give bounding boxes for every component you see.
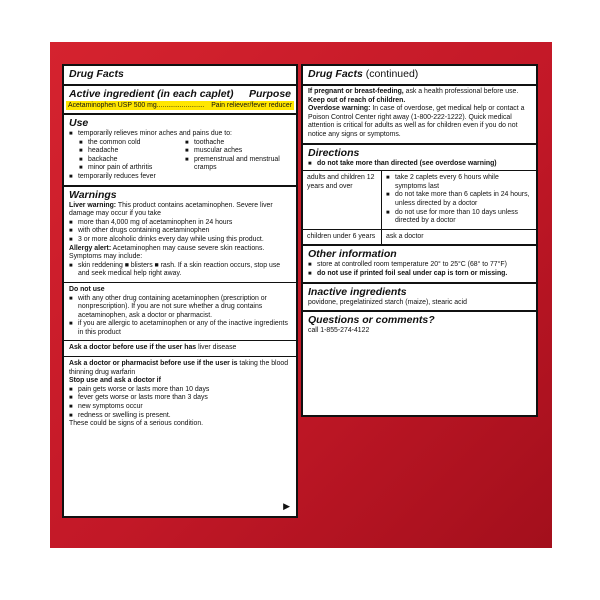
adult-item: ■ do not use for more than 10 days unless directed by a doctor — [386, 209, 532, 226]
other-item: ■ store at controlled room temperature 20° to 25°C (68° to 77°F) — [308, 261, 531, 270]
keep-out-of-reach: Keep out of reach of children. — [308, 96, 406, 104]
pregnancy-section — [303, 86, 536, 145]
do-not-use-title: Do not use — [69, 285, 105, 293]
drug-facts-panel-right — [301, 64, 538, 417]
directions-title: Directions — [308, 146, 360, 159]
ask-pharmacist-label: Ask a doctor or pharmacist before use if the user is — [69, 360, 238, 368]
use-intro: ■ temporarily relieves minor aches and pains due to: — [69, 130, 291, 139]
use-item: ■ minor pain of arthritis — [79, 164, 185, 173]
inactive-title: Inactive ingredients — [308, 285, 407, 298]
directions-section — [303, 145, 536, 247]
directions-table — [303, 170, 536, 244]
use-item-fever: ■ temporarily reduces fever — [69, 173, 291, 182]
pregnancy-text: ask a health professional before use. — [405, 88, 519, 95]
continue-arrow-icon: ▶ — [283, 501, 290, 511]
liver-item: ■ more than 4,000 mg of acetaminophen in 24 hours — [69, 219, 291, 228]
active-ingredient-heading: Active ingredient (in each caplet) — [69, 88, 234, 100]
do-not-use-item: ■ if you are allergic to acetaminophen or any of the inactive ingredients in this product — [69, 320, 291, 337]
stop-use-item: ■ redness or swelling is present. — [69, 412, 291, 421]
table-row — [303, 171, 536, 230]
active-ingredient-section — [64, 86, 296, 115]
questions-section — [303, 312, 536, 339]
overdose-text: In case of overdose, get medical help or contact a Poison Control Center right away (1-800-222-1222). Quick medical attention is critical for adults as well as for children even if you do not notice any signs or symptoms. — [308, 105, 525, 138]
other-information-section — [303, 246, 536, 283]
questions-title: Questions or comments? — [308, 314, 435, 327]
allergy-alert-label: Allergy alert: — [69, 244, 112, 252]
drug-facts-title: Drug Facts — [69, 68, 124, 80]
use-item: ■ headache — [79, 147, 185, 156]
do-not-use-item: ■ with any other drug containing acetaminophen (prescription or nonprescription). If you are not sure whether a drug contains acetaminophen, ask a doctor or pharmacist. — [69, 295, 291, 321]
continued-suffix: (continued) — [365, 68, 419, 80]
directions-lead: ■ do not take more than directed (see overdose warning) — [308, 160, 531, 169]
purpose-heading: Purpose — [248, 88, 291, 100]
other-item: ■ do not use if printed foil seal under cap is torn or missing. — [308, 270, 531, 279]
stop-use-note: These could be signs of a serious condition. — [69, 420, 204, 428]
child-text: ask a doctor — [386, 232, 424, 240]
liver-warning-label: Liver warning: — [69, 201, 117, 209]
pregnancy-label: If pregnant or breast-feeding, — [308, 88, 404, 95]
use-item: ■ muscular aches — [185, 147, 291, 156]
stop-use-item: ■ pain gets worse or lasts more than 10 days — [69, 386, 291, 395]
ingredient-highlight — [66, 101, 294, 110]
use-item: ■ backache — [79, 156, 185, 165]
adult-item: ■ do not take more than 6 caplets in 24 hours, unless directed by a doctor — [386, 191, 532, 208]
allergy-items: ■ skin reddening ■ blisters ■ rash. If a skin reaction occurs, stop use and seek medical help right away. — [69, 262, 291, 279]
adult-item: ■ take 2 caplets every 6 hours while symptoms last — [386, 174, 532, 191]
ask-pharmacist-text: taking the blood thinning drug warfarin — [69, 360, 289, 376]
use-item: ■ the common cold — [79, 139, 185, 148]
continued-title: Drug Facts — [308, 68, 363, 80]
drug-facts-header — [64, 66, 296, 86]
adult-label: adults and children 12 years and over — [303, 171, 382, 229]
use-item: ■ premenstrual and menstrual cramps — [185, 156, 291, 173]
child-label: children under 6 years — [303, 230, 382, 245]
liver-item: ■ 3 or more alcoholic drinks every day while using this product. — [69, 236, 291, 245]
ask-doctor-label: Ask a doctor before use if the user has — [69, 344, 197, 352]
ingredient-purpose: Pain reliever/fever reducer — [211, 102, 292, 109]
inactive-text: povidone, pregelatinized starch (maize), stearic acid — [308, 298, 467, 306]
ask-doctor-text: liver disease — [198, 344, 237, 352]
overdose-label: Overdose warning: — [308, 105, 371, 113]
inactive-ingredients-section — [303, 284, 536, 313]
drug-facts-panel-left — [62, 64, 298, 518]
use-title: Use — [69, 117, 89, 129]
continued-header — [303, 66, 536, 86]
warnings-title: Warnings — [69, 188, 117, 201]
stop-use-title: Stop use and ask a doctor if — [69, 377, 161, 385]
table-row — [303, 230, 536, 245]
questions-phone: call 1-855-274-4122 — [308, 327, 370, 335]
allergy-alert-text: Acetaminophen may cause severe skin reactions. Symptoms may include: — [69, 244, 265, 261]
stop-use-item: ■ fever gets worse or lasts more than 3 days — [69, 394, 291, 403]
stop-use-item: ■ new symptoms occur — [69, 403, 291, 412]
use-section — [64, 115, 296, 187]
warnings-section — [64, 187, 296, 432]
liver-item: ■ with other drugs containing acetaminophen — [69, 227, 291, 236]
other-information-title: Other information — [308, 248, 397, 261]
ingredient-name: Acetaminophen USP 500 mg......................... — [68, 102, 205, 109]
use-item: ■ toothache — [185, 139, 291, 148]
liver-warning-text: This product contains acetaminophen. Severe liver damage may occur if you take — [69, 201, 273, 218]
